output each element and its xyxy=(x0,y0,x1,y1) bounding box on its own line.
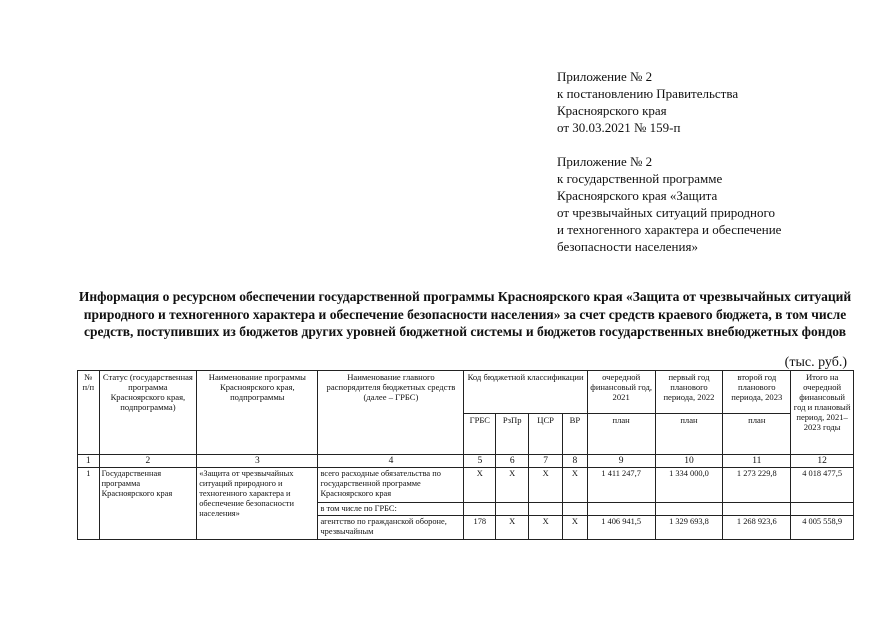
row-empty-cell xyxy=(791,503,854,516)
appendix-line: и техногенного характера и обеспечение xyxy=(557,222,782,237)
header-csr: ЦСР xyxy=(529,414,563,455)
row-csr: X xyxy=(529,468,563,503)
row-empty-cell xyxy=(723,503,791,516)
row-value-total: 4 005 558,9 xyxy=(791,516,854,540)
document-title: Информация о ресурсном обеспечении государственной программы Красноярского края «Защита от чрезвычайных ситуаций природного и техногенного характера и обеспечение безопасности населения» за счет средств краевого бюджета, в том числе средств, поступивших из бюджетов других уровней бюджетной системы и бюджетов государственных внебюджетных фондов xyxy=(78,289,852,339)
column-number: 9 xyxy=(587,455,655,468)
appendix-line: Красноярского края xyxy=(557,103,667,118)
row-grbs: 178 xyxy=(464,516,496,540)
table-row xyxy=(78,468,854,503)
row-value-2023: 1 273 229,8 xyxy=(723,468,791,503)
header-plan-2023: план xyxy=(723,414,791,455)
column-number: 6 xyxy=(496,455,529,468)
appendix-line: Красноярского края «Защита xyxy=(557,188,718,203)
appendix-to-resolution xyxy=(557,68,857,136)
appendix-line: от 30.03.2021 № 159-п xyxy=(557,120,681,135)
header-grbs: ГРБС xyxy=(464,414,496,455)
row-value-2021: 1 406 941,5 xyxy=(587,516,655,540)
header-plan-2022: план xyxy=(655,414,723,455)
resource-table xyxy=(77,370,854,540)
appendix-to-program xyxy=(557,153,857,255)
header-year-2022: первый год планового периода, 2022 xyxy=(655,371,723,414)
row-value-total: 4 018 477,5 xyxy=(791,468,854,503)
header-vr: ВР xyxy=(563,414,588,455)
row-value-2022: 1 329 693,8 xyxy=(655,516,723,540)
row-vr: X xyxy=(563,516,588,540)
row-empty-cell xyxy=(587,503,655,516)
row-value-2022: 1 334 000,0 xyxy=(655,468,723,503)
row-empty-cell xyxy=(655,503,723,516)
header-grbs-name: Наименование главного распорядителя бюджетных средств (далее – ГРБС) xyxy=(318,371,464,455)
column-number: 1 xyxy=(78,455,100,468)
row-vr: X xyxy=(563,468,588,503)
row-grbs-name: агентство по гражданской обороне, чрезвычайным xyxy=(318,516,464,540)
row-rzpr: X xyxy=(496,516,529,540)
column-number: 4 xyxy=(318,455,464,468)
column-number: 3 xyxy=(197,455,318,468)
column-number-row xyxy=(78,455,854,468)
column-number: 7 xyxy=(529,455,563,468)
appendix-line: Приложение № 2 xyxy=(557,69,653,84)
appendix-line: к государственной программе xyxy=(557,171,723,186)
appendix-line: безопасности населения» xyxy=(557,239,698,254)
row-csr: X xyxy=(529,516,563,540)
row-empty-cell xyxy=(464,503,496,516)
row-grbs-name: всего расходные обязательства по государственной программе Красноярского края xyxy=(318,468,464,503)
header-plan-2021: план xyxy=(587,414,655,455)
row-value-2021: 1 411 247,7 xyxy=(587,468,655,503)
appendix-line: от чрезвычайных ситуаций природного xyxy=(557,205,776,220)
column-number: 5 xyxy=(464,455,496,468)
header-year-2021: очередной финансовый год, 2021 xyxy=(587,371,655,414)
header-program-name: Наименование программы Красноярского края, подпрограммы xyxy=(197,371,318,455)
row-grbs: X xyxy=(464,468,496,503)
header-rzpr: РзПр xyxy=(496,414,529,455)
row-rzpr: X xyxy=(496,468,529,503)
row-program-name: «Защита от чрезвычайных ситуаций природного и техногенного характера и обеспечение безопасности населения» xyxy=(197,468,318,540)
row-empty-cell xyxy=(529,503,563,516)
row-empty-cell xyxy=(563,503,588,516)
row-num: 1 xyxy=(78,468,100,540)
header-num: № п/п xyxy=(78,371,100,455)
header-status: Статус (государственная программа Красноярского края, подпрограмма) xyxy=(99,371,197,455)
row-grbs-name: в том числе по ГРБС: xyxy=(318,503,464,516)
header-year-2023: второй год планового периода, 2023 xyxy=(723,371,791,414)
column-number: 10 xyxy=(655,455,723,468)
header-row xyxy=(78,371,854,414)
appendix-line: Приложение № 2 xyxy=(557,154,653,169)
column-number: 11 xyxy=(723,455,791,468)
row-status: Государственная программа Красноярского края xyxy=(99,468,197,540)
appendix-line: к постановлению Правительства xyxy=(557,86,739,101)
units-label: (тыс. руб.) xyxy=(784,355,847,370)
header-total: Итого на очередной финансовый год и плановый период, 2021–2023 годы xyxy=(791,371,854,455)
row-empty-cell xyxy=(496,503,529,516)
header-budget-code: Код бюджетной классификации xyxy=(464,371,587,414)
column-number: 2 xyxy=(99,455,197,468)
row-value-2023: 1 268 923,6 xyxy=(723,516,791,540)
column-number: 8 xyxy=(563,455,588,468)
column-number: 12 xyxy=(791,455,854,468)
